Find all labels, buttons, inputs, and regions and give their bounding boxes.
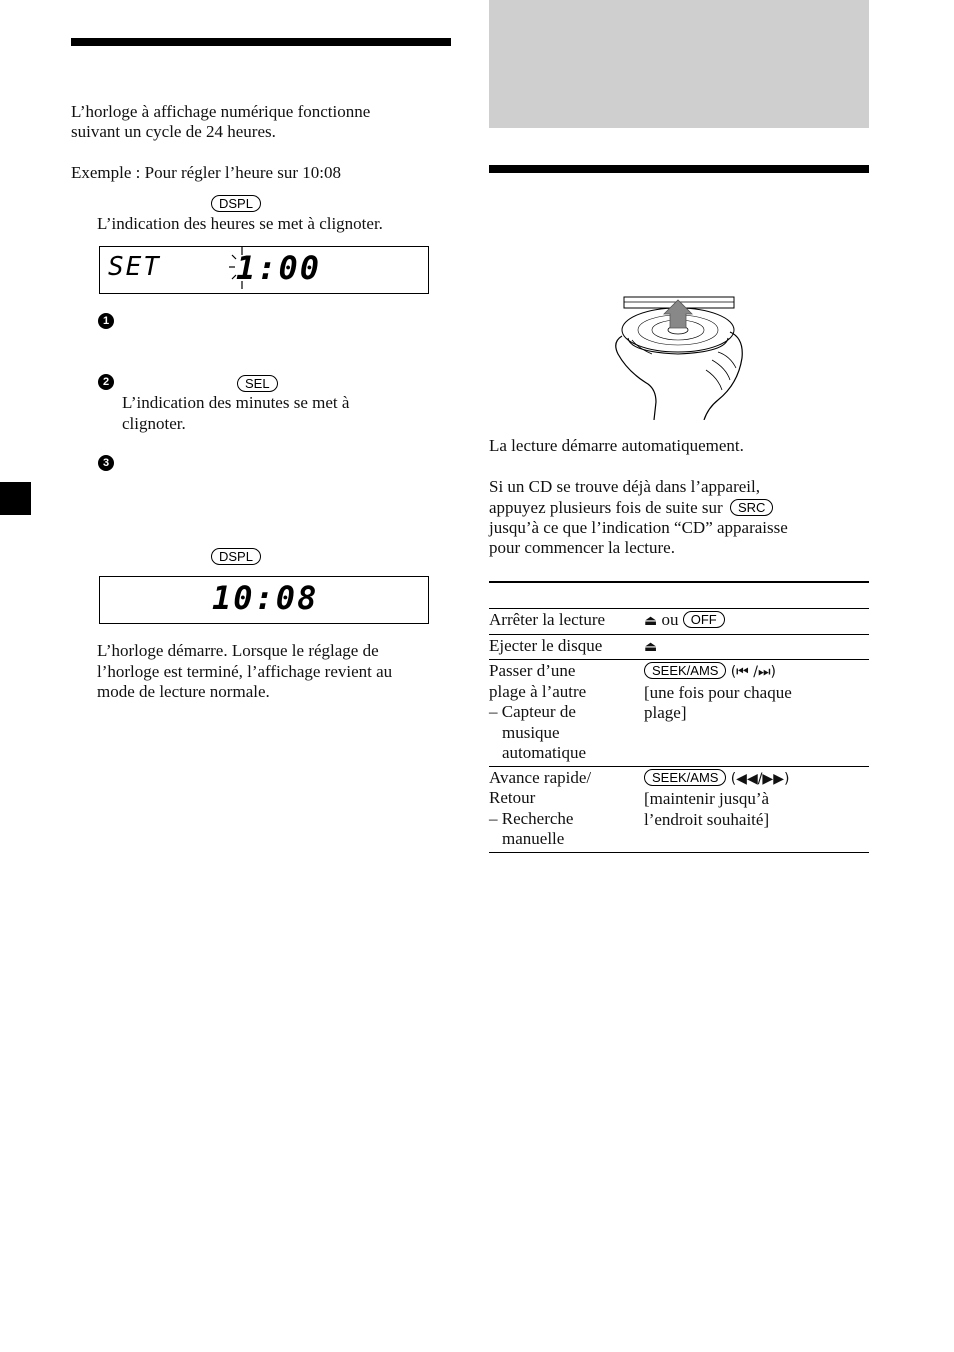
row-skip-label xyxy=(489,660,644,767)
hours-blink-text: L’indication des heures se met à clignoter. xyxy=(97,214,383,233)
lcd-display-time xyxy=(99,576,429,624)
row-skip-label-4: musique xyxy=(502,722,560,742)
row-skip-desc-1: [une fois pour chaque xyxy=(644,682,792,702)
row-ff-label-2: Retour xyxy=(489,788,536,807)
final-line-2: l’horloge est terminé, l’affichage revient au xyxy=(97,662,393,681)
row-skip-label-1: Passer d’une xyxy=(489,661,576,680)
seek-ams-button[interactable]: SEEK/AMS xyxy=(644,769,726,786)
left-header-rule xyxy=(71,38,451,46)
row-ff-label-1: Avance rapide/ xyxy=(489,767,592,787)
auto-play-text: La lecture démarre automatiquement. xyxy=(489,436,744,455)
row-skip-desc-2: plage] xyxy=(644,703,687,722)
right-header-rule xyxy=(489,165,869,173)
eject-icon: ⏏ xyxy=(644,613,658,629)
row-ff-label-3: – Recherche xyxy=(489,808,574,828)
lcd-time: 10:08 xyxy=(212,579,319,617)
sel-button[interactable]: SEL xyxy=(237,375,278,392)
row-skip-label-2: plage à l’autre xyxy=(489,681,587,701)
table-row xyxy=(489,609,869,635)
row-stop-label: Arrêter la lecture xyxy=(489,609,644,635)
seek-ams-button[interactable]: SEEK/AMS xyxy=(644,662,726,679)
off-button[interactable]: OFF xyxy=(683,611,725,628)
src-button[interactable]: SRC xyxy=(730,499,773,516)
page-tab-marker xyxy=(0,482,31,515)
final-line-1: L’horloge démarre. Lorsque le réglage de xyxy=(97,641,379,660)
operations-table xyxy=(489,608,869,853)
lcd-time-blinking: 1:00 xyxy=(236,249,322,287)
table-row xyxy=(489,660,869,767)
row-skip-label-5: automatique xyxy=(502,743,587,762)
section-header-band xyxy=(489,0,869,128)
dspl-button[interactable]: DSPL xyxy=(211,195,261,212)
row-eject-label: Ejecter le disque xyxy=(489,634,644,660)
final-line-3: mode de lecture normale. xyxy=(97,682,270,701)
row-ff-label-4: manuelle xyxy=(502,829,565,848)
already-line-2 xyxy=(489,498,773,519)
step-3-badge: 3 xyxy=(98,455,114,471)
intro-line-2: suivant un cycle de 24 heures. xyxy=(71,122,276,141)
minutes-blink-2: clignoter. xyxy=(122,414,186,433)
row-ff-desc-2: l’endroit souhaité] xyxy=(644,809,770,829)
table-top-rule xyxy=(489,581,869,583)
cd-insert-illustration xyxy=(608,292,748,420)
row-ff-label xyxy=(489,766,644,852)
row-skip-action xyxy=(644,660,869,767)
row-stop-action xyxy=(644,609,869,635)
already-line-3: jusqu’à ce que l’indication “CD” apparaisse xyxy=(489,518,788,537)
dspl-button-2[interactable]: DSPL xyxy=(211,548,261,565)
already-line-4: pour commencer la lecture. xyxy=(489,538,675,557)
example-text: Exemple : Pour régler l’heure sur 10:08 xyxy=(71,163,342,182)
row-skip-label-3: – Capteur de xyxy=(489,702,576,721)
already-line-2-text: appuyez plusieurs fois de suite sur xyxy=(489,498,723,517)
skip-prev-next-icon: (⏮ /⏭) xyxy=(730,664,777,680)
eject-icon: ⏏ xyxy=(644,638,658,655)
lcd-set-label: SET xyxy=(108,252,161,282)
lcd-display-set xyxy=(99,246,429,294)
minutes-blink-1: L’indication des minutes se met à xyxy=(122,393,350,412)
row-eject-action xyxy=(644,634,869,660)
step-2-badge: 2 xyxy=(98,374,114,390)
row-ff-desc-1: [maintenir jusqu’à xyxy=(644,789,770,808)
table-row xyxy=(489,766,869,852)
row-ff-action xyxy=(644,766,869,852)
intro-line-1: L’horloge à affichage numérique fonctionne xyxy=(71,102,371,121)
already-line-1: Si un CD se trouve déjà dans l’appareil, xyxy=(489,477,760,496)
or-text: ou xyxy=(661,610,679,629)
rewind-forward-icon: (◀◀/▶▶) xyxy=(730,770,790,787)
table-row xyxy=(489,634,869,660)
step-1-badge: 1 xyxy=(98,313,114,329)
